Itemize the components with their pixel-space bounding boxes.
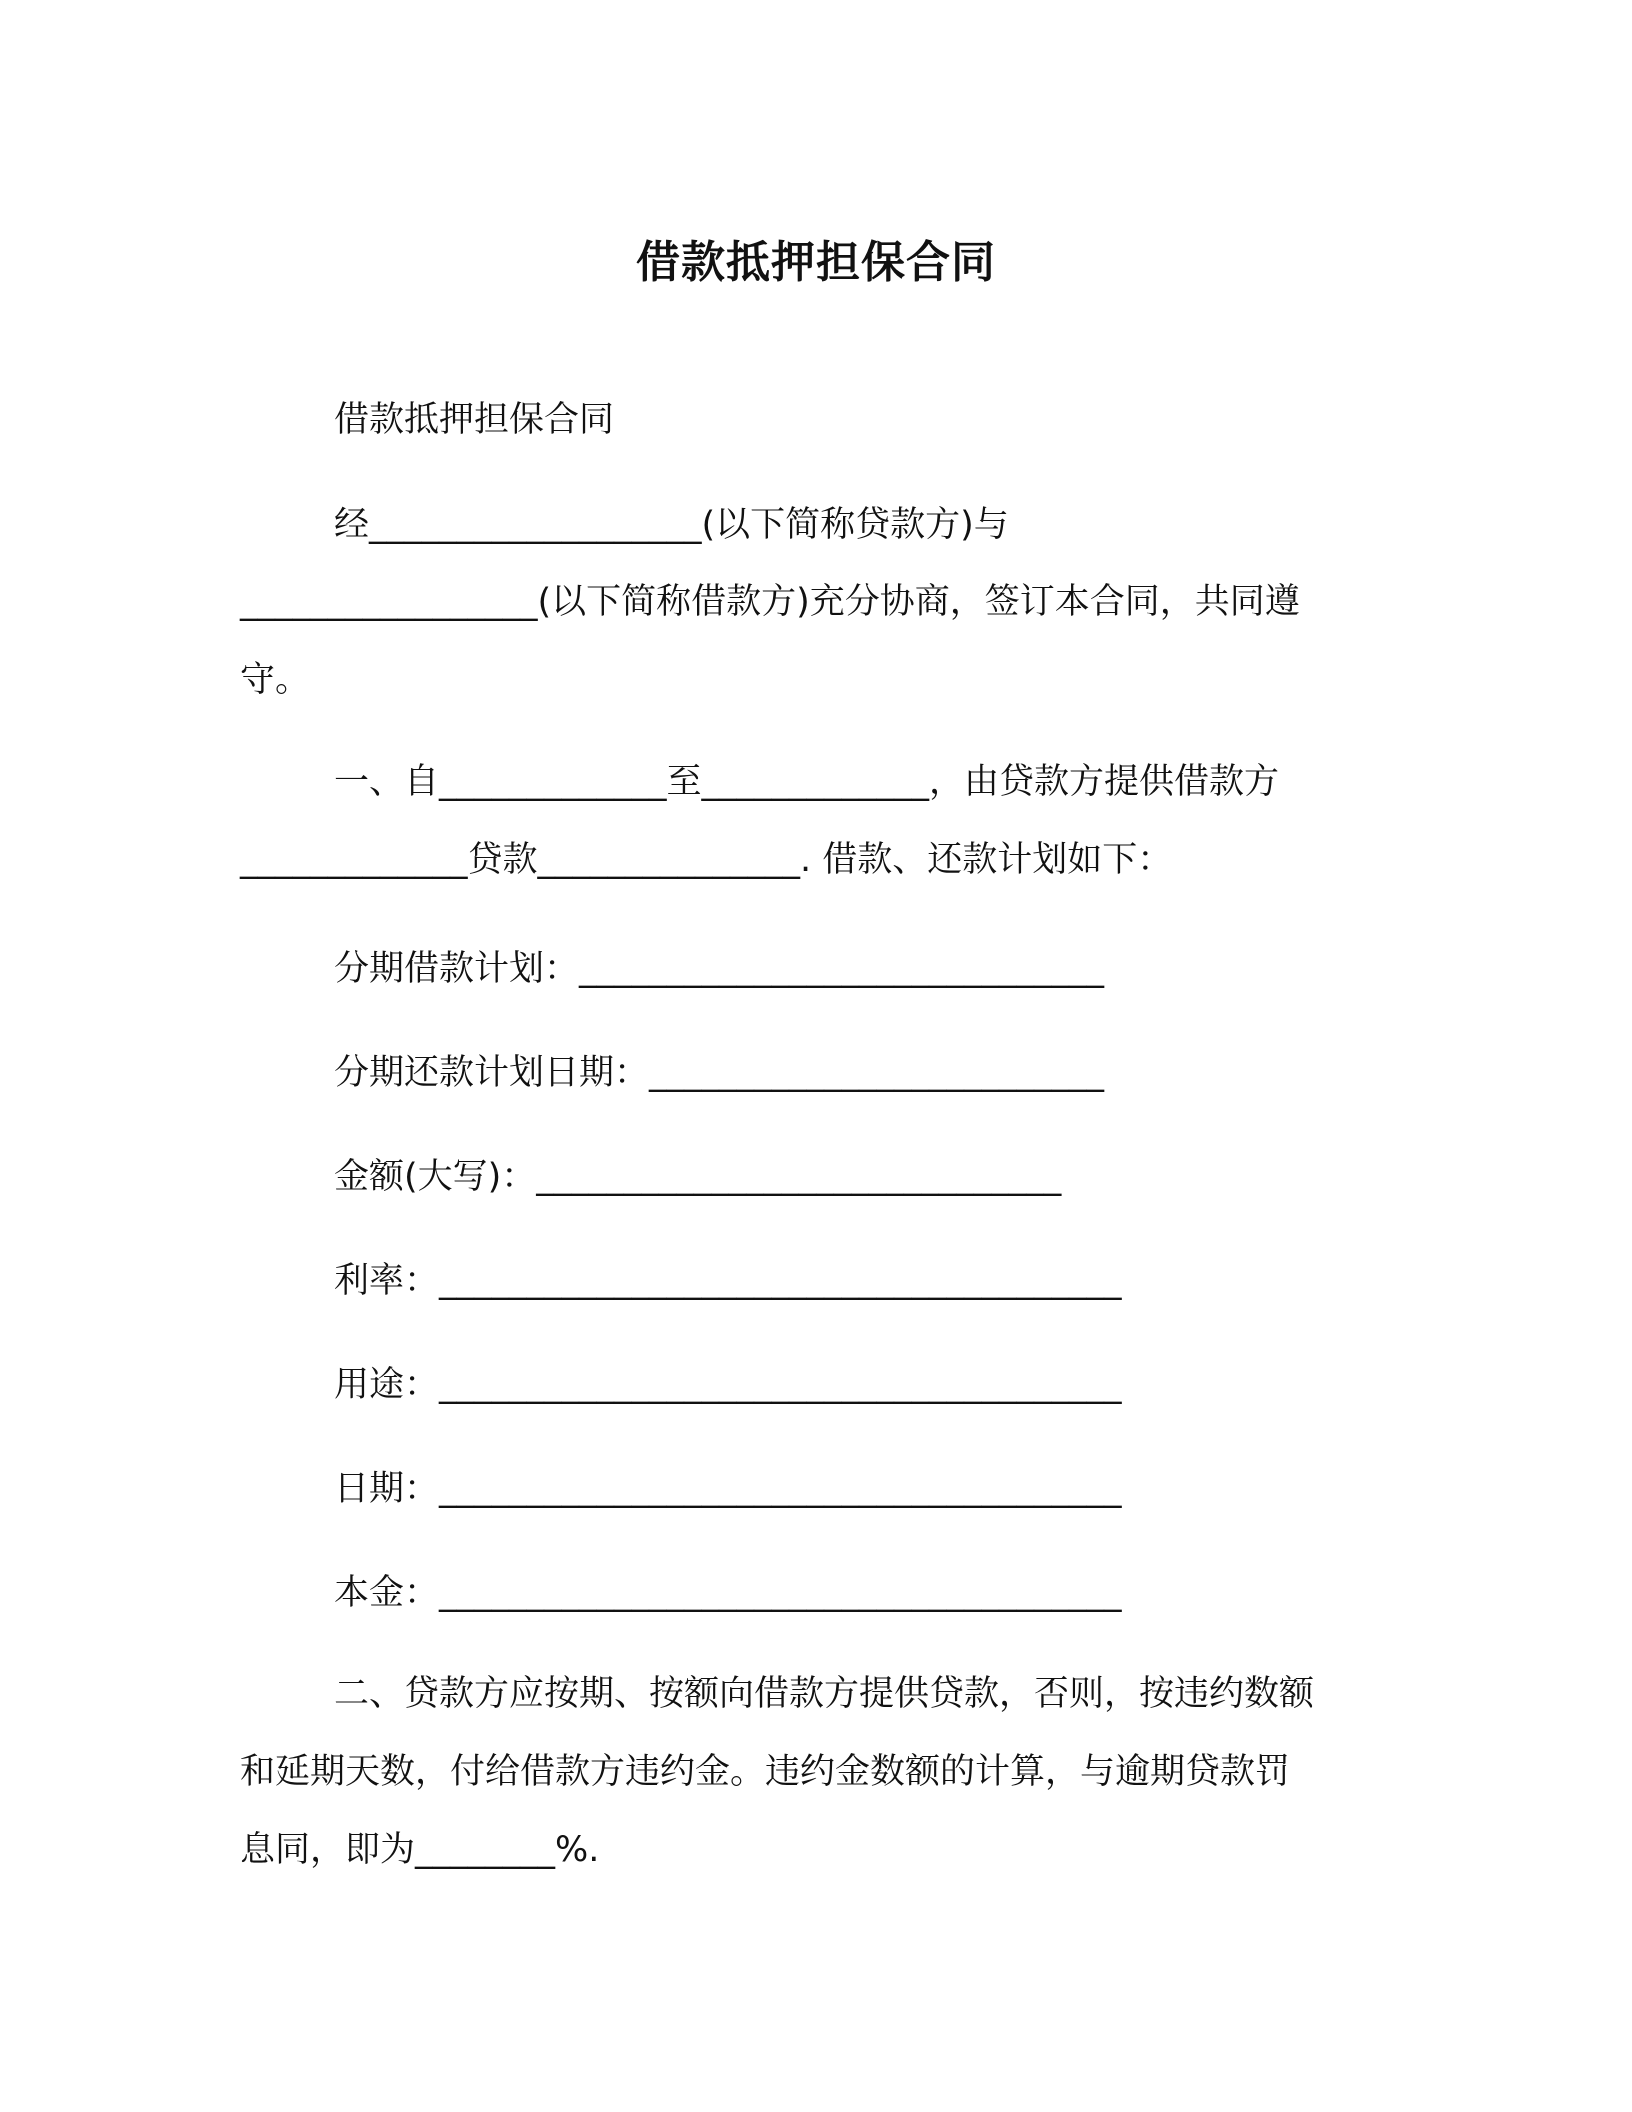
clause-2-line-1: 二、贷款方应按期、按额向借款方提供贷款，否则，按违约数额 [334,1674,1315,1714]
intro-line-2: _________________(以下简称借款方)充分协商，签订本合同，共同遵 [240,582,1300,622]
field-date: 日期：_______________________________________ [334,1469,1122,1509]
field-interest-rate: 利率：_______________________________________ [334,1261,1122,1301]
intro-line-1: 经___________________(以下简称贷款方)与 [334,505,1009,545]
intro-line-3: 守。 [240,660,311,700]
clause-2-line-2: 和延期天数，付给借款方违约金。违约金数额的计算，与逾期贷款罚 [240,1752,1291,1792]
field-amount-in-words: 金额(大写)：______________________________ [334,1157,1062,1197]
clause-1-line-2: _____________贷款_______________. 借款、还款计划如下： [240,840,1173,880]
field-installment-loan-plan: 分期借款计划：______________________________ [334,949,1105,989]
field-installment-repayment-date: 分期还款计划日期：__________________________ [334,1053,1105,1093]
field-principal: 本金：_______________________________________ [334,1573,1122,1613]
clause-2-line-3: 息同，即为________%. [240,1830,600,1870]
document-title: 借款抵押担保合同 [636,237,996,288]
clause-1-line-1: 一、自_____________至_____________，由贷款方提供借款方 [334,762,1280,802]
field-purpose: 用途：_______________________________________ [334,1365,1122,1405]
document-subtitle: 借款抵押担保合同 [334,400,615,440]
